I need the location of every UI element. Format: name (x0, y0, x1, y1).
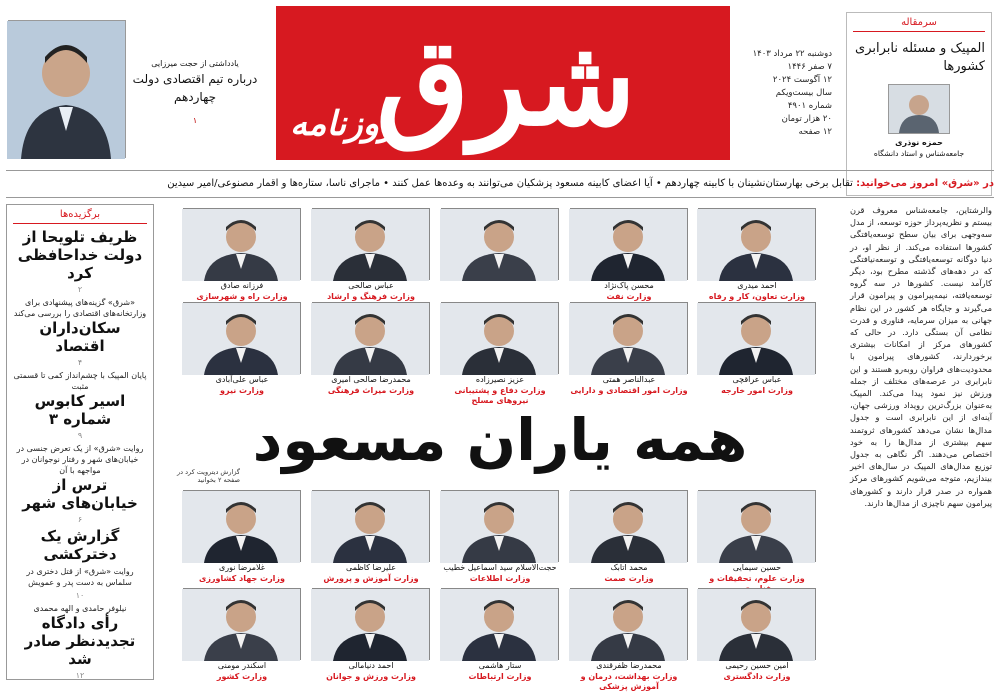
ministry-label: وزارت میراث فرهنگی (327, 386, 415, 395)
minister-card[interactable] (312, 302, 430, 396)
minister-name: علیرضا کاظمی (346, 563, 396, 572)
masthead-logo (276, 6, 730, 160)
portrait-icon (697, 491, 815, 563)
minister-name: محمدرضا ظفرقندی (596, 661, 662, 670)
ministry-label: وزارت بهداشت، درمان و آموزش پزشکی (580, 672, 678, 691)
logo-prefix: روزنامه (290, 104, 396, 144)
minister-photo (570, 490, 688, 562)
minister-card[interactable] (441, 490, 559, 584)
ministry-label: وزارت کشور (216, 672, 268, 681)
highlight-item[interactable] (13, 228, 147, 294)
minister-photo (312, 208, 430, 280)
portrait-icon (311, 209, 429, 281)
ministry-label: وزارت امور خارجه (721, 386, 793, 395)
editorial-box[interactable] (846, 12, 992, 196)
minister-card[interactable] (312, 208, 430, 302)
minister-card[interactable] (441, 208, 559, 302)
portrait-icon (697, 303, 815, 375)
section-label: سرمقاله (853, 17, 985, 32)
portrait-icon (440, 589, 558, 661)
minister-name: حسین سیمایی (732, 563, 782, 572)
minister-name: احمد دنیامالی (348, 661, 394, 670)
minister-name: محسن پاک‌نژاد (604, 281, 654, 290)
minister-name: محمد اتابک (610, 563, 648, 572)
portrait-icon (889, 85, 949, 133)
columnist-teaser[interactable] (132, 58, 258, 130)
minister-name: عبدالناصر همتی (602, 375, 656, 384)
highlights-column (6, 204, 154, 680)
highlight-item[interactable] (13, 527, 147, 600)
minister-card[interactable] (570, 208, 688, 302)
ministry-label: وزارت فرهنگ و ارشاد (327, 292, 415, 301)
minister-photo (570, 588, 688, 660)
portrait-icon (697, 589, 815, 661)
minister-name: احمد میدری (737, 281, 777, 290)
portrait-icon (440, 303, 558, 375)
minister-photo (441, 302, 559, 374)
issue-line: ۱۲ آگوست ۲۰۲۴ (772, 75, 832, 85)
highlight-head: ترس از خیابان‌های شهر (22, 476, 138, 512)
issue-line: دوشنبه ۲۲ مرداد ۱۴۰۳ (752, 49, 832, 59)
issue-line: ۷ صفر ۱۴۴۶ (787, 62, 832, 72)
issue-line: ۲۰ هزار تومان (781, 114, 832, 124)
author-role: جامعه‌شناس و استاد دانشگاه (873, 149, 965, 158)
teaser-title: درباره تیم اقتصادی دولت چهاردهم (132, 72, 258, 104)
page-ref: ۴ (77, 358, 83, 367)
portrait-icon (569, 589, 687, 661)
minister-photo (698, 588, 816, 660)
highlight-sub: نیلوفر حامدی و الهه محمدی (33, 604, 127, 613)
minister-card[interactable] (441, 302, 559, 405)
page-ref: ۹ (77, 431, 83, 440)
portrait-icon (697, 209, 815, 281)
minister-card[interactable] (698, 208, 816, 302)
minister-name: ستار هاشمی (478, 661, 522, 670)
minister-card[interactable] (183, 588, 301, 682)
ministry-label: وزارت نفت (606, 292, 652, 301)
highlight-head: گزارش یک دخترکشی (40, 527, 120, 563)
highlight-sub: «شرق» گزینه‌های پیشنهادی برای وزارتخانه‌های اقتصادی را بررسی می‌کند (13, 298, 147, 318)
minister-photo (698, 302, 816, 374)
minister-card[interactable] (698, 302, 816, 396)
minister-name: غلامرضا نوری (219, 563, 265, 572)
highlight-head: سکان‌داران اقتصاد (39, 319, 121, 355)
portrait-icon (569, 303, 687, 375)
highlight-head: رأی دادگاه تجدیدنظر صادر شد (24, 614, 136, 668)
minister-photo (698, 490, 816, 562)
minister-card[interactable] (183, 208, 301, 302)
minister-name: فرزانه صادق (220, 281, 264, 290)
issue-info (732, 48, 832, 139)
minister-card[interactable] (183, 302, 301, 396)
minister-card[interactable] (441, 588, 559, 682)
page-ref: ۱ (192, 116, 198, 125)
portrait-icon (182, 589, 300, 661)
highlight-item[interactable] (13, 297, 147, 367)
ministry-label: وزارت امور اقتصادی و دارایی (570, 386, 688, 395)
ministry-label: وزارت اطلاعات (469, 574, 531, 583)
section-label: برگزیده‌ها (13, 209, 147, 224)
highlight-head: ظریف تلویحا از دولت خداحافظی کرد (17, 228, 143, 282)
logo-text: شرق (376, 12, 636, 153)
issue-line: ۱۲ صفحه (798, 127, 832, 137)
minister-name: حجت‌الاسلام سید اسماعیل خطیب (443, 563, 557, 572)
ministry-label: وزارت آموزش و پرورش (323, 574, 419, 583)
minister-photo (183, 490, 301, 562)
ministry-label: وزارت صمت (604, 574, 654, 583)
portrait-icon (311, 303, 429, 375)
minister-photo (441, 208, 559, 280)
portrait-icon (311, 491, 429, 563)
ministry-label: وزارت تعاون، کار و رفاه (708, 292, 806, 301)
ministry-label: وزارت جهاد کشاورزی (198, 574, 285, 583)
minister-name: امین حسین رحیمی (725, 661, 789, 670)
ministry-label: وزارت ورزش و جوانان (326, 672, 416, 681)
minister-name: عباس صالحی (348, 281, 394, 290)
portrait-icon (569, 491, 687, 563)
page-ref: ۲ (77, 285, 83, 294)
ministry-label: وزارت علوم، تحقیقات و (709, 574, 805, 583)
highlight-item[interactable] (13, 603, 147, 680)
minister-photo (312, 490, 430, 562)
highlight-item[interactable] (13, 370, 147, 440)
author-photo (888, 84, 950, 134)
minister-photo (183, 302, 301, 374)
main-headline[interactable]: همه یاران مسعود (252, 406, 748, 474)
minister-card[interactable] (698, 588, 816, 682)
portrait-icon (182, 209, 300, 281)
highlight-head: اسیر کابوس شماره ۳ (34, 392, 126, 428)
portrait-icon (182, 491, 300, 563)
minister-photo (183, 588, 301, 660)
highlight-sub: پایان المپیک با چشم‌انداز کمی تا قسمتی مثبت (13, 371, 147, 391)
minister-card[interactable] (570, 588, 688, 691)
minister-card[interactable] (570, 302, 688, 396)
minister-card[interactable] (183, 490, 301, 584)
columnist-photo (8, 20, 126, 158)
headline-note: گزارش دیترویت کرد در صفحه ۲ بخوانید (177, 468, 240, 484)
minister-name: عزیز نصیرزاده (475, 375, 525, 384)
minister-name: اسکندر مومنی (217, 661, 267, 670)
portrait-icon (7, 21, 125, 159)
minister-photo (441, 588, 559, 660)
ticker-items: تقابل برخی بهارستان‌نشینان با کابینه چهاردهم • آیا اعضای کابینه مسعود پزشکیان می‌توانند به وعده‌ها عمل کنند • ماجرای ناسا، ستاره‌ها و اقمار مصنوعی/امیر سیدین (167, 178, 853, 189)
issue-line: شماره ۴۹۰۱ (787, 101, 832, 111)
portrait-icon (182, 303, 300, 375)
ministry-label: وزارت ارتباطات (468, 672, 532, 681)
portrait-icon (440, 491, 558, 563)
page-ref: ۱۰ (75, 591, 85, 600)
ministry-label: وزارت راه و شهرسازی (196, 292, 288, 301)
minister-name: عباس علی‌آبادی (215, 375, 269, 384)
highlight-item[interactable] (13, 443, 147, 524)
minister-name: عباس عراقچی (732, 375, 782, 384)
minister-photo (312, 588, 430, 660)
minister-card[interactable] (312, 588, 430, 682)
minister-photo (441, 490, 559, 562)
ministry-label: وزارت دادگستری (723, 672, 791, 681)
portrait-icon (311, 589, 429, 661)
minister-photo (570, 208, 688, 280)
minister-photo (570, 302, 688, 374)
highlight-sub: روایت «شرق» از یک تعرض جنسی در خیابان‌های شهر و رفتار نوجوانان در مواجهه با آن (16, 444, 144, 475)
page-ref: ۱۲ (75, 671, 85, 680)
author-name: حمزه نوذری (895, 138, 943, 147)
ticker-lead: در «شرق» امروز می‌خوانید: (856, 178, 994, 189)
editorial-title: المپیک و مسئله نابرابری کشورها (855, 41, 985, 74)
ministry-label: وزارت نیرو (220, 386, 264, 395)
issue-line: سال بیست‌ویکم (775, 88, 832, 98)
portrait-icon (440, 209, 558, 281)
editorial-body: والرشتاین، جامعه‌شناس معروف قرن بیستم و نظریه‌پرداز حوزه توسعه، از مدل سه‌وجهی برای بیان سطح توسعه‌یافتگی کشورها استفاده می‌کند. از نظر او، در دنیا دوگانه توسعه‌یافتگی و توسعه‌نیافتگی که در دهه‌های گذشته مطرح بود، دیگر کارآمد نیست. کشورها در سه گروه توسعه‌یافته، نیمه‌پیرامون و پیرامون قرار می‌گیرند و جایگاه هر کشور در این نظام جهانی به میزان سرمایه، فناوری و قدرت نظامی آن بستگی دارد. در حالی که کشورهای مرکز از امکانات بیشتری برخوردارند، کشورهای پیرامون با محدودیت‌های فراوان روبه‌رو هستند و این نابرابری در عرصه‌های مختلف از جمله ورزش نیز نمود پیدا می‌کند. المپیک به‌عنوان بزرگ‌ترین رویداد ورزشی جهان، آینه‌ای از این نابرابری است و جدول مدال‌ها نشان می‌دهد کشورهای ثروتمند سهم بیشتری از مدال‌ها را به خود اختصاص می‌دهند. اگر نگاهی به جدول توزیع مدال‌های المپیک در سال‌های اخیر بیندازیم، متوجه می‌شویم کشورهای مرکز همواره در صدر قرار دارند و کشورهای پیرامون سهم ناچیزی از مدال‌ها دارند. (850, 205, 992, 508)
minister-photo (183, 208, 301, 280)
minister-photo (312, 302, 430, 374)
minister-photo (698, 208, 816, 280)
portrait-icon (569, 209, 687, 281)
minister-card[interactable] (570, 490, 688, 584)
today-ticker[interactable] (6, 170, 994, 198)
highlight-sub: روایت «شرق» از قتل دختری در سلماس به دست پدر و عمویش (26, 567, 134, 587)
page-ref: ۶ (77, 515, 83, 524)
minister-name: محمدرضا صالحی امیری (331, 375, 411, 384)
ministry-label: وزارت دفاع و پشتیبانی نیروهای مسلح (454, 386, 546, 405)
teaser-kicker: یادداشتی از حجت میرزایی (151, 59, 239, 68)
minister-card[interactable] (312, 490, 430, 584)
minister-card[interactable] (698, 490, 816, 584)
